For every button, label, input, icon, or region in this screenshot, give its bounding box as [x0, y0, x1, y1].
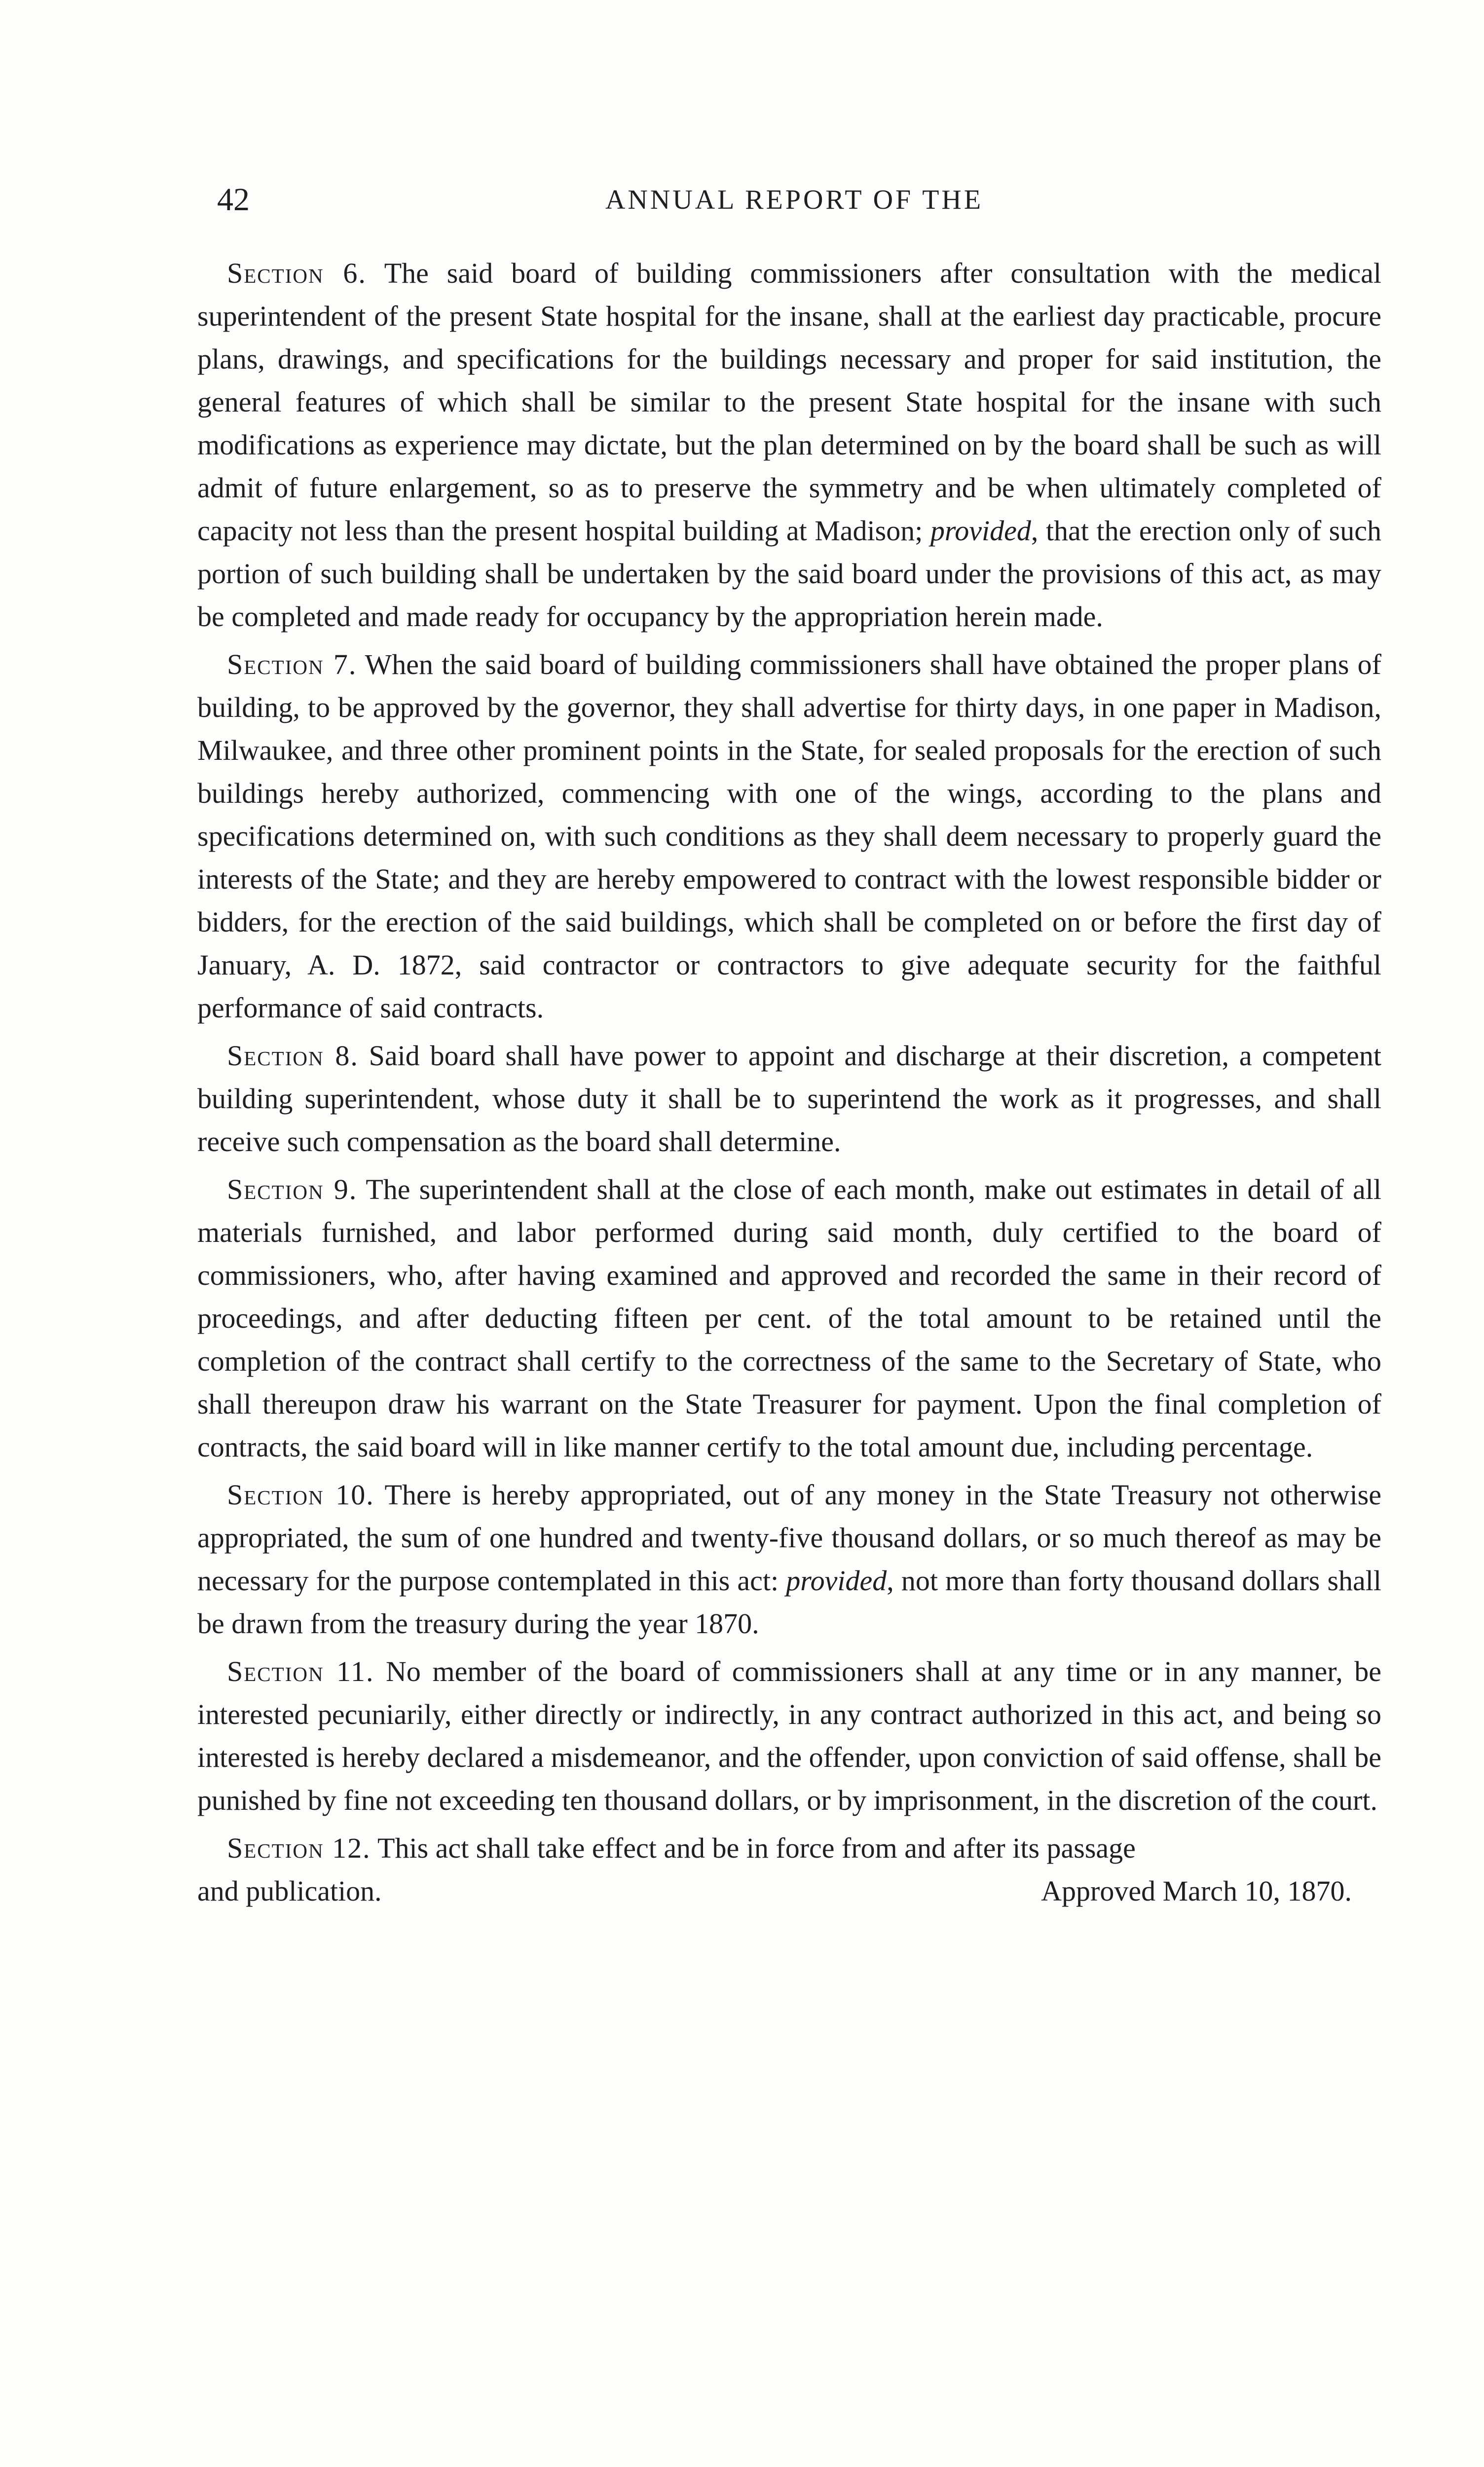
section-10-paragraph — [197, 1473, 1381, 1645]
closing-publication: and publication. — [197, 1875, 382, 1907]
section-10-text-a: There is hereby appropriated, out of any money in the State Treasury not otherwise appropriated, the sum of one hundred and twenty-five thousand dollars, or so much thereof as may be necessary for the purpose contemplated in this act: — [197, 1479, 1381, 1597]
section-12-paragraph — [197, 1827, 1381, 1869]
section-11-text: No member of the board of commissioners shall at any time or in any manner, be interested pecuniarily, either directly or indirectly, in any contract authorized in this act, and being so interested is hereby declared a misdemeanor, and the offender, upon conviction of said offense, shall be punished by fine not exceeding ten thousand dollars, or by imprisonment, in the discretion of the court. — [197, 1655, 1381, 1816]
section-12-label: Section 12. — [227, 1832, 371, 1864]
section-6-provided-italic: provided — [930, 515, 1031, 547]
document-body — [197, 252, 1381, 1912]
section-7-paragraph — [197, 643, 1381, 1029]
section-12-text: This act shall take effect and be in force from and after its passage — [371, 1832, 1136, 1864]
section-7-text: When the said board of building commissioners shall have obtained the proper plans of building, to be approved by the governor, they shall advertise for thirty days, in one paper in Madison, Milwaukee, and three other prominent points in the State, for sealed proposals for the erection of such buildings hereby authorized, commencing with one of the wings, according to the plans and specifications determined on, with such conditions as they shall deem necessary to properly guard the interests of the State; and they are hereby empowered to contract with the lowest responsible bidder or bidders, for the erection of the said buildings, which shall be completed on or before the first day of January, A. D. 1872, said contractor or contractors to give adequate security for the faithful performance of said contracts. — [197, 648, 1381, 1024]
section-9-paragraph — [197, 1168, 1381, 1468]
section-9-label: Section 9. — [227, 1173, 358, 1205]
running-head: ANNUAL REPORT OF THE — [605, 185, 984, 215]
page-header — [217, 178, 1372, 222]
section-8-paragraph — [197, 1034, 1381, 1163]
section-7-label: Section 7. — [227, 648, 357, 680]
section-6-label: Section 6. — [227, 257, 367, 289]
section-11-label: Section 11. — [227, 1655, 374, 1687]
section-10-provided-italic: provided — [786, 1565, 887, 1597]
section-6-text-a: The said board of building commissioners after consultation with the medical superintendent of the present State hospital for the insane, shall at the earliest day practicable, procure plans, drawings, and specifications for the buildings necessary and proper for said institution, the general features of which shall be similar to the present State hospital for the insane with such modifications as experience may dictate, but the plan determined on by the board shall be such as will admit of future enlargement, so as to preserve the symmetry and be when ultimately completed of capacity not less than the present hospital building at Madison; — [197, 257, 1381, 547]
section-8-text: Said board shall have power to appoint and discharge at their discretion, a competent building superintendent, whose duty it shall be to superintend the work as it progresses, and shall receive such compensation as the board shall determine. — [197, 1040, 1381, 1158]
page-number: 42 — [217, 182, 250, 218]
section-10-text-b: , not more than forty thousand dollars shall be drawn from the treasury during the year 1870. — [197, 1565, 1381, 1640]
closing-line — [197, 1869, 1381, 1912]
section-8-label: Section 8. — [227, 1040, 359, 1072]
section-6-text-b: , that the erection only of such portion of such building shall be undertaken by the said board under the provisions of this act, as may be completed and made ready for occupancy by the appropriation herein made. — [197, 515, 1381, 633]
section-10-label: Section 10. — [227, 1479, 374, 1511]
section-9-text: The superintendent shall at the close of each month, make out estimates in detail of all materials furnished, and labor performed during said month, duly certified to the board of commissioners, who, after having examined and approved and recorded the same in their record of proceedings, and after deducting fifteen per cent. of the total amount to be retained until the completion of the contract shall certify to the correctness of the same to the Secretary of State, who shall thereupon draw his warrant on the State Treasurer for payment. Upon the final completion of contracts, the said board will in like manner certify to the total amount due, including percentage. — [197, 1173, 1381, 1463]
approval-date: Approved March 10, 1870. — [1041, 1875, 1352, 1907]
section-11-paragraph — [197, 1650, 1381, 1822]
section-6-paragraph — [197, 252, 1381, 638]
